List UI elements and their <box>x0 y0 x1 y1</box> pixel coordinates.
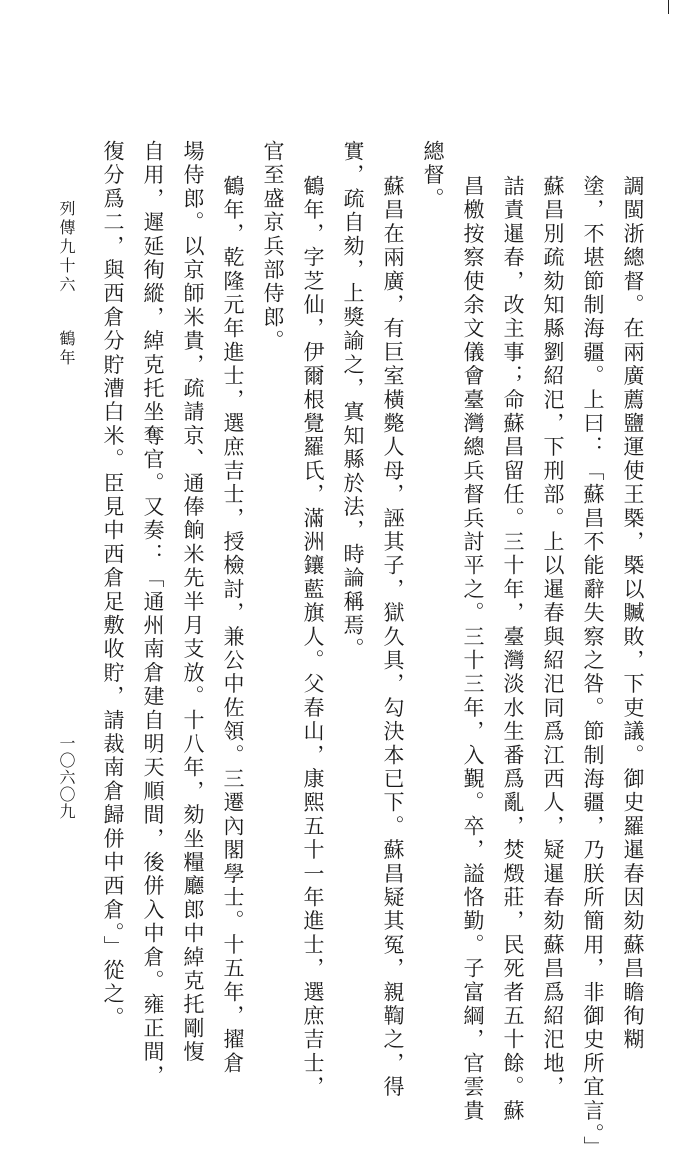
text-column-7: 蘇昌在兩廣，有巨室橫斃人母，誣其子，獄久具，勾決本已下。蘇昌疑其冤，親鞫之，得 <box>381 175 405 1100</box>
page-number: 一〇六〇九 <box>57 735 76 820</box>
text-column-5: 昌檄按察使余文儀會臺灣總兵督兵討平之。三十三年，入覲。卒，謚恪勤。子富綱，官雲貴 <box>461 175 485 1123</box>
biography-name: 鶴年 <box>57 330 76 368</box>
text-column-1: 調閩浙總督。在兩廣薦鹽運使王槩，槩以贓敗，下吏議。御史羅暹春因劾蘇昌瞻徇糊 <box>621 175 645 1052</box>
text-column-12: 場侍郎。以京師米貴，疏請京、通俸餉米先半月支放。十八年，劾坐糧廳郎中綽克托剛愎 <box>181 140 205 1065</box>
top-margin-rule <box>668 0 669 14</box>
text-column-4: 詰責暹春，改主事；命蘇昌留任。三十年，臺灣淡水生番爲亂，焚燬莊，民死者五十餘。蘇 <box>501 175 525 1123</box>
text-column-10: 官至盛京兵部侍郎。 <box>261 140 285 354</box>
text-column-11: 鶴年，乾隆元年進士，選庶吉士，授檢討，兼公中佐領。三遷內閣學士。十五年，擢倉 <box>221 175 245 1076</box>
text-column-3: 蘇昌別疏劾知縣劉紹汜，下刑部。上以暹春與紹汜同爲江西人，疑暹春劾蘇昌爲紹汜地， <box>541 175 565 1100</box>
text-column-14: 復分爲二，與西倉分貯漕白米。臣見中西倉足敷收貯，請裁南倉歸併中西倉。」從之。 <box>101 140 125 1031</box>
text-column-6: 總督。 <box>421 140 445 212</box>
text-column-8: 實，疏自劾，上獎諭之，寘知縣於法，時論稱焉。 <box>341 140 365 662</box>
chapter-title: 列傳九十六 <box>57 200 76 295</box>
text-column-13: 自用，遲延徇縱，綽克托坐奪官。又奏：「通州南倉建自明天順間，後併入中倉。雍正間， <box>141 140 165 1088</box>
text-column-2: 塗，不堪節制海疆。上曰：「蘇昌不能辭失察之咎。節制海疆，乃朕所簡用，非御史所宜言。」 <box>581 175 605 1160</box>
text-column-9: 鶴年，字芝仙，伊爾根覺羅氏，滿洲鑲藍旗人。父春山，康熙五十一年進士，選庶吉士， <box>301 175 325 1100</box>
